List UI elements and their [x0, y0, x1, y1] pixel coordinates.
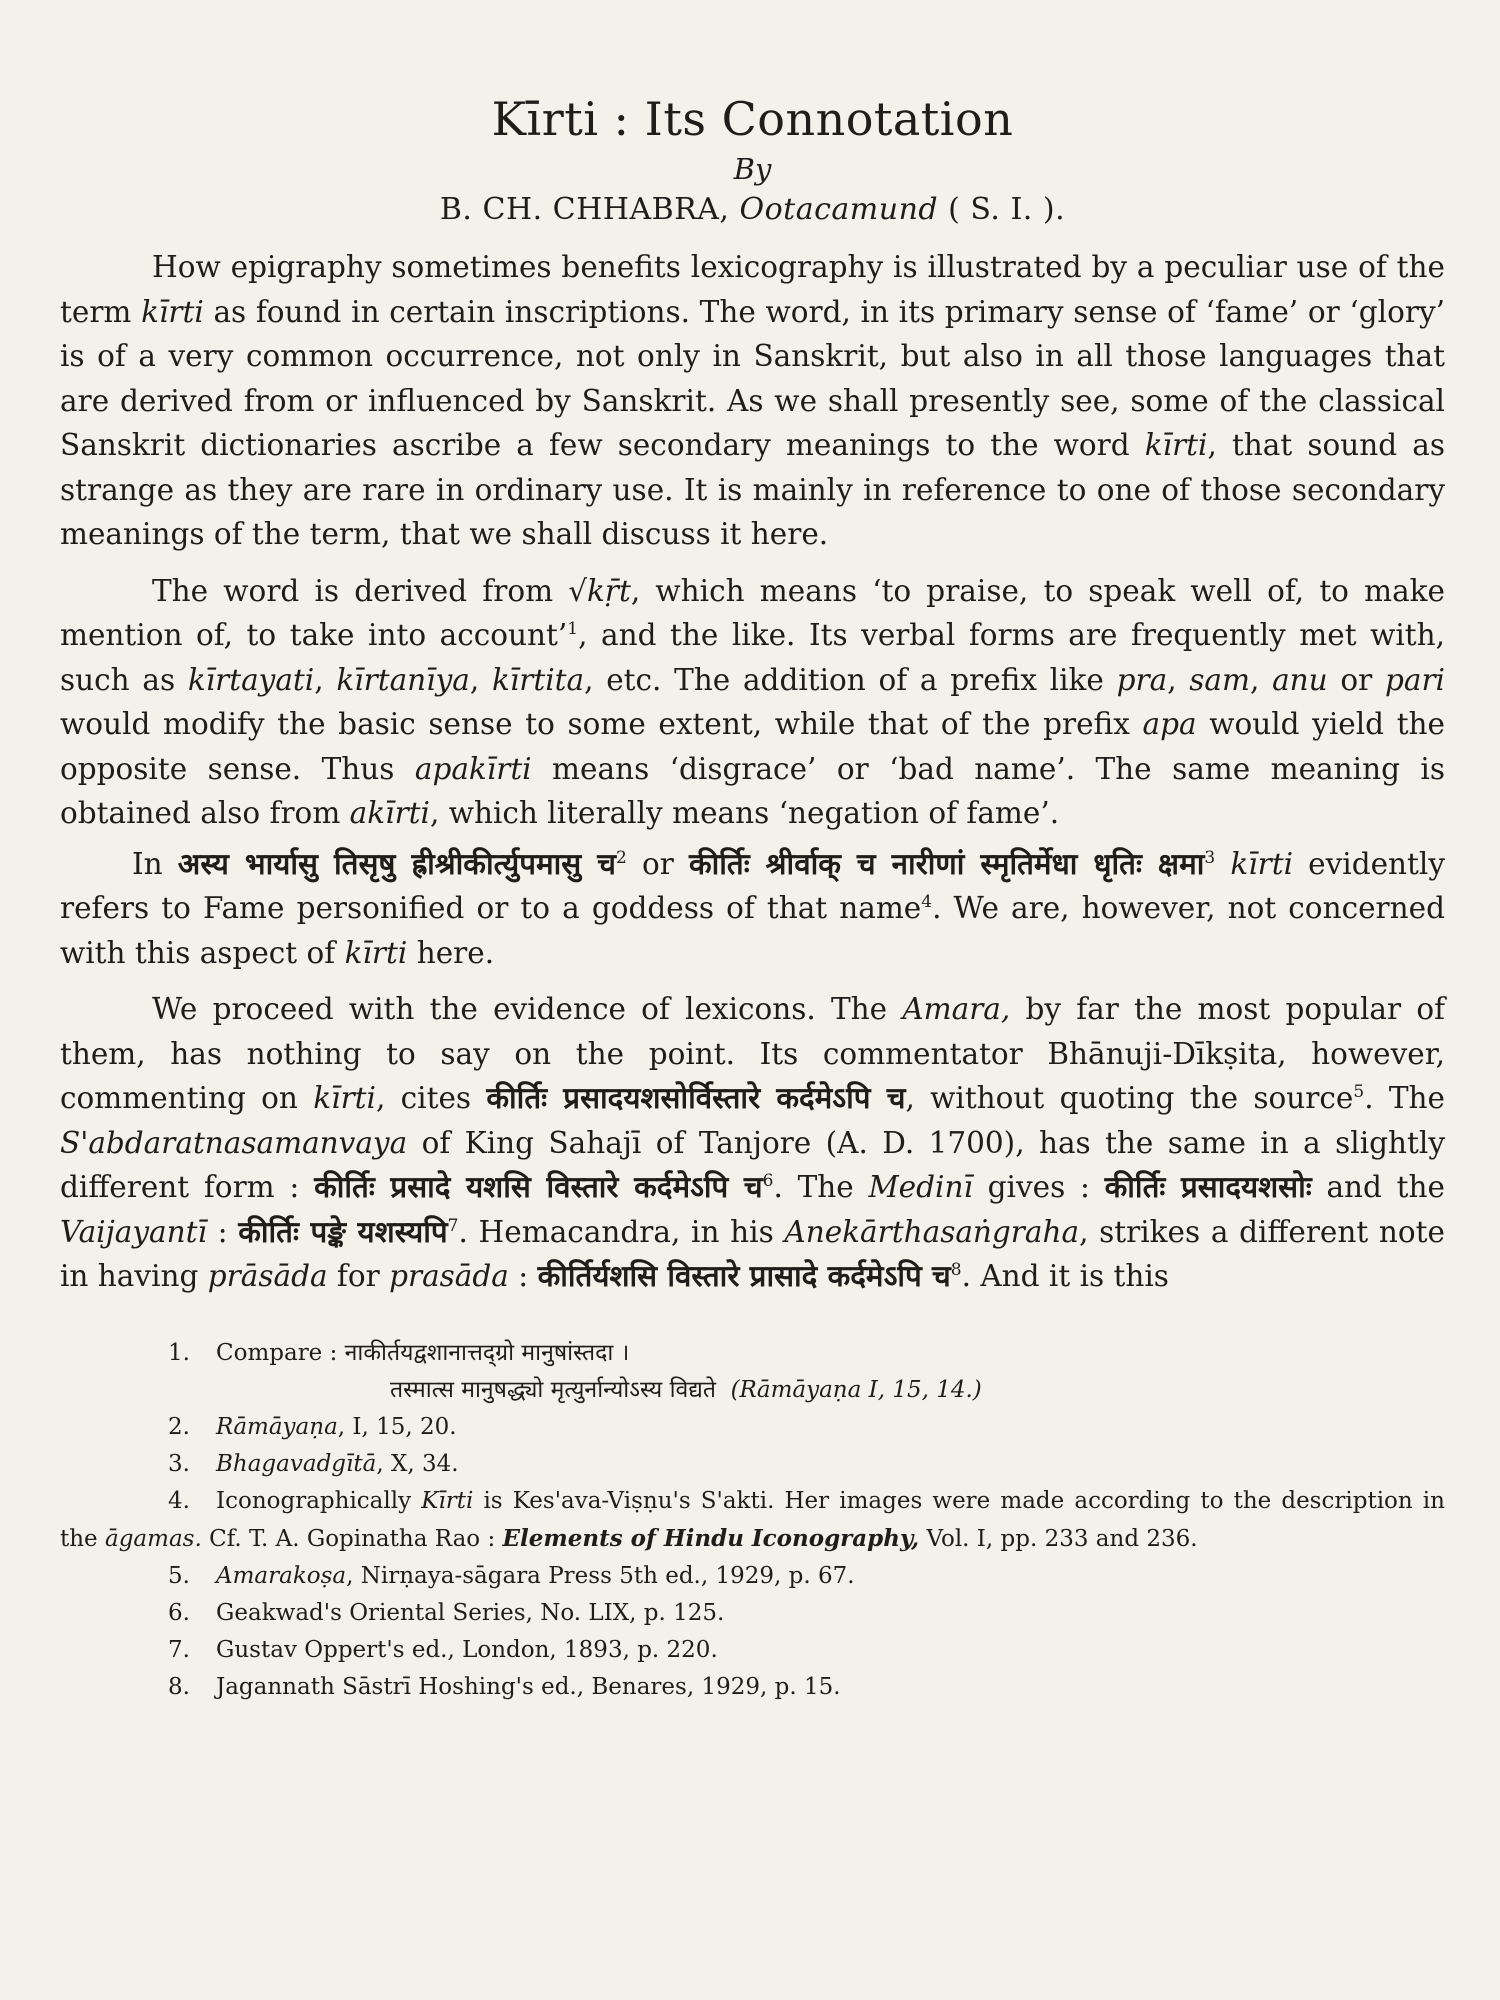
- footnote-8: 8. Jagannath Sāstrī Hoshing's ed., Benares, 1929, p. 15.: [168, 1673, 841, 1700]
- footnote-1-verse: तस्मात्स मानुषद्ध्यो मृत्युर्नान्योऽस्य विद्यते (Rāmāyaṇa I, 15, 14.): [390, 1376, 982, 1403]
- paragraph-1: How epigraphy sometimes benefits lexicography is illustrated by a peculiar use of the term kīrti as found in certain inscriptions. The word, in its primary sense of ‘fame’ or ‘glory’ is of a very common occurrence, not only in Sanskrit, but also in all those languages that are derived from or influenced by Sanskrit. As we shall presently see, some of the classical Sanskrit dictionaries ascribe a few secondary meanings to the word kīrti, that sound as strange as they are rare in ordinary use. It is mainly in reference to one of those secondary meanings of the term, that we shall discuss it here.: [60, 250, 1445, 551]
- author-name: B. CH. CHHABRA,: [439, 192, 730, 227]
- article-page: [60, 92, 1445, 1706]
- author-region: ( S. I. ).: [948, 192, 1066, 227]
- footnote-4: 4. Iconographically Kīrti is Kes'ava-Viṣṇu's S'akti. Her images were made according to the description in the āgamas. Cf. T. A. Gopinatha Rao : Elements of Hindu Iconography, Vol. I, pp. 233 and 236.: [60, 1487, 1445, 1552]
- footnote-3: 3. Bhagavadgītā, X, 34.: [168, 1450, 459, 1477]
- footnote-6: 6. Geakwad's Oriental Series, No. LIX, p. 125.: [168, 1599, 725, 1626]
- footnote-7: 7. Gustav Oppert's ed., London, 1893, p. 220.: [168, 1636, 718, 1663]
- footnote-5: 5. Amarakoṣa, Nirṇaya-sāgara Press 5th ed., 1929, p. 67.: [168, 1562, 855, 1589]
- article-title: Kīrti : Its Connotation: [491, 92, 1014, 146]
- paragraph-3: In अस्य भार्यासु तिसृषु ह्रीश्रीकीर्त्युपमासु च$^2$ or कीर्तिः श्रीर्वाक् च नारीणां स्मृतिर्मेधा धृतिः क्षमा$^3$ kīrti evidently refers to Fame personified or to a goddess of that name$^4$. We are, however, not concerned with this aspect of kīrti here.: [60, 845, 1446, 970]
- author-place: Ootacamund: [739, 192, 939, 227]
- paragraph-2: The word is derived from √kṝt, which means ‘to praise, to speak well of, to make mention of, to take into account’$^1$, and the like. Its verbal forms are frequently met with, such as kīrtayati, kīrtanīya, kīrtita, etc. The addition of a prefix like pra, sam, anu or pari would modify the basic sense to some extent, while that of the prefix apa would yield the opposite sense. Thus apakīrti means ‘disgrace’ or ‘bad name’. The same meaning is obtained also from akīrti, which literally means ‘negation of fame’.: [60, 573, 1446, 830]
- footnote-2: 2. Rāmāyaṇa, I, 15, 20.: [168, 1413, 457, 1440]
- author-line: [60, 192, 1445, 227]
- footnote-1: 1. Compare : नाकीर्तयद्वशानात्तद्ग्रो मानुषांस्तदा ।: [168, 1339, 630, 1366]
- byline: By: [733, 152, 772, 186]
- paragraph-4: We proceed with the evidence of lexicons. The Amara, by far the most popular of them, has nothing to say on the point. Its commentator Bhānuji-Dīkṣita, however, commenting on kīrti, cites कीर्तिः प्रसादयशसोर्विस्तारे कर्दमेऽपि च, without quoting the source$^5$. The S'abdaratnasamanvaya of King Sahajī of Tanjore (A. D. 1700), has the same in a slightly different form : कीर्तिः प्रसादे यशसि विस्तारे कर्दमेऽपि च$^6$. The Medinī gives : कीर्तिः प्रसादयशसोः and the Vaijayantī : कीर्तिः पङ्के यशस्यपि$^7$. Hemacandra, in his Anekārthasaṅgraha, strikes a different note in having prāsāda for prasāda : कीर्तिर्यशसि विस्तारे प्रासादे कर्दमेऽपि च$^8$. And it is this: [60, 992, 1446, 1293]
- footnotes: [60, 1335, 1445, 1706]
